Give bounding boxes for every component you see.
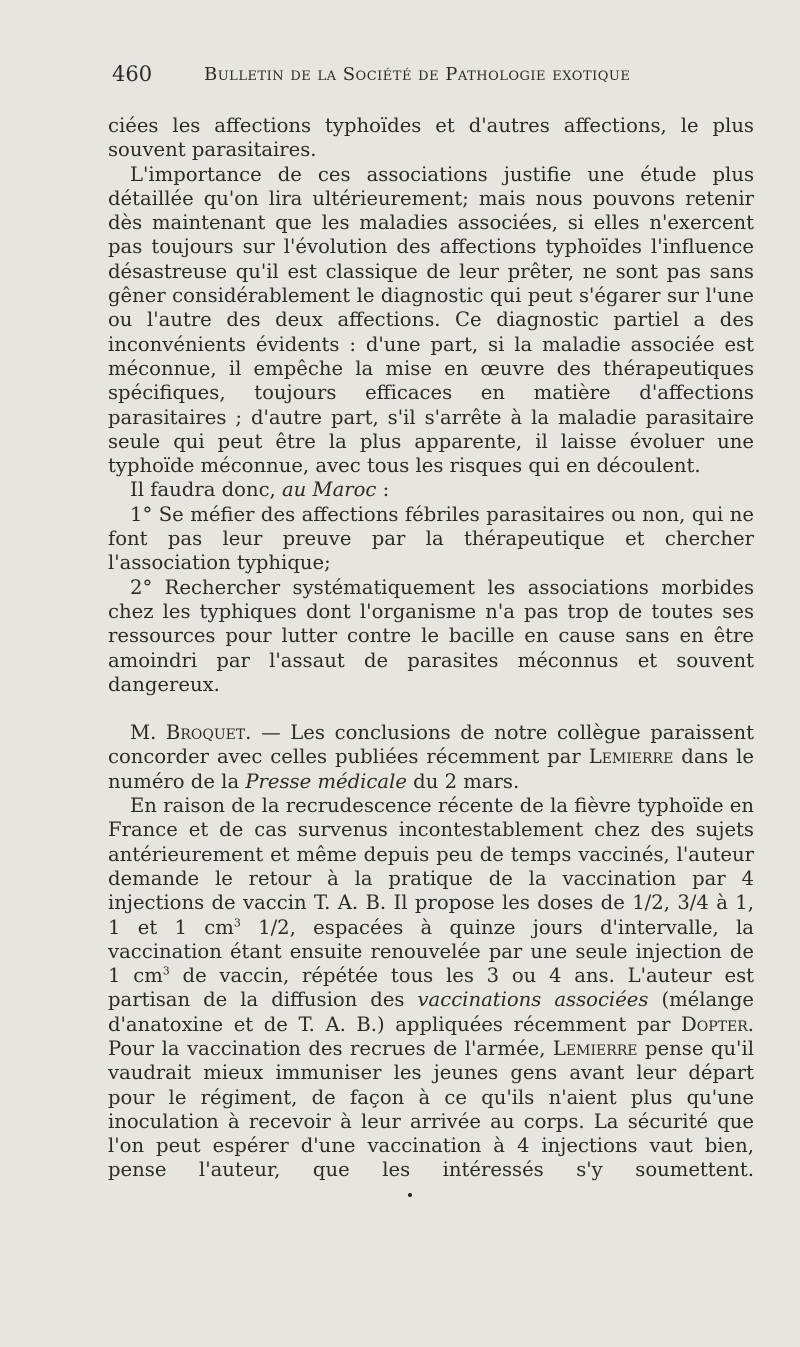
author-name: Lemierre — [552, 1036, 638, 1060]
speaker-name: M. Broquet. — [130, 721, 252, 745]
author-name: Lemierre — [588, 745, 674, 769]
paragraph-3: Il faudra donc, au Maroc : — [130, 478, 390, 502]
end-mark — [408, 1193, 412, 1197]
article-body — [108, 114, 754, 1207]
paragraph-7: En raison de la recrudescence récente de la fièvre typhoïde en France et de cas survenus incontestablement chez des sujets antérieurement et même depuis peu de temps vaccinés, l'auteur demande le retour à la pratique de la vaccination par 4 injections de vaccin T. A. B. Il propose les doses de 1/2, 3/4 à 1, 1 et 1 $cm^3$ 1/2, espacées à quinze jours d'intervalle, la vaccination étant ensuite renouvelée par une seule injection de 1 $cm^3$ de vaccin, répétée tous les 3 ou 4 ans. L'auteur est partisan de la diffusion des vaccinations associées (mélange d'anatoxine et de T. A. B.) appliquées récemment par Dopter. Pour la vaccination des recrues de l'armée, Lemierre pense qu'il vaudrait mieux immuniser les jeunes gens avant leur départ pour le régiment, de façon à ce qu'ils n'aient plus qu'une inoculation à recevoir à leur arrivée au corps. La sécurité que l'on peut espérer d'une vaccination à 4 injections vaut bien, pense l'auteur, que les intéressés s'y soumettent. — [108, 794, 754, 1207]
paragraph-gap — [108, 697, 754, 721]
running-title: Bulletin de la Société de Pathologie exotique — [204, 64, 631, 85]
page-header — [112, 62, 752, 94]
paragraph-2: L'importance de ces associations justifie une étude plus détaillée qu'on lira ultérieurement; mais nous pouvons retenir dès maintenant que les maladies associées, si elles n'exercent pas toujours sur l'évolution des affections typhoïdes l'influence désastreuse qu'il est classique de leur prêter, ne sont pas sans gêner considérablement le diagnostic qui peut s'égarer sur l'une ou l'autre des deux affections. Ce diagnostic partiel a des inconvénients évidents : d'une part, si la maladie associée est méconnue, il empêche la mise en œuvre des thérapeutiques spécifiques, toujours efficaces en matière d'affections parasitaires ; d'autre part, s'il s'arrête à la maladie parasitaire seule qui peut être la plus apparente, il laisse évoluer une typhoïde méconnue, avec tous les risques qui en découlent. — [108, 162, 754, 478]
list-item-2: 2° Rechercher systématiquement les associations morbides chez les typhiques dont l'organisme n'a pas trop de toutes ses ressources pour lutter contre le bacille en cause sans en être amoindri par l'assaut de parasites méconnus et souvent dangereux. — [108, 575, 754, 696]
paragraph-6: M. Broquet. — Les conclusions de notre collègue paraissent concorder avec celles publiées récemment par Lemierre dans le numéro de la Presse médicale du 2 mars. — [108, 721, 755, 793]
author-name: Dopter — [681, 1012, 748, 1036]
list-item-1: 1° Se méfier des affections fébriles parasitaires ou non, qui ne font pas leur preuve par la thérapeutique et chercher l'association typhique; — [108, 502, 754, 575]
emphasis-term: vaccinations associées — [417, 988, 649, 1012]
paragraph-1: ciées les affections typhoïdes et d'autres affections, le plus souvent parasitaires. — [108, 114, 754, 162]
page-number: 460 — [112, 62, 153, 86]
journal-title: Presse médicale — [245, 769, 407, 793]
place-name: au Maroc — [282, 478, 377, 502]
